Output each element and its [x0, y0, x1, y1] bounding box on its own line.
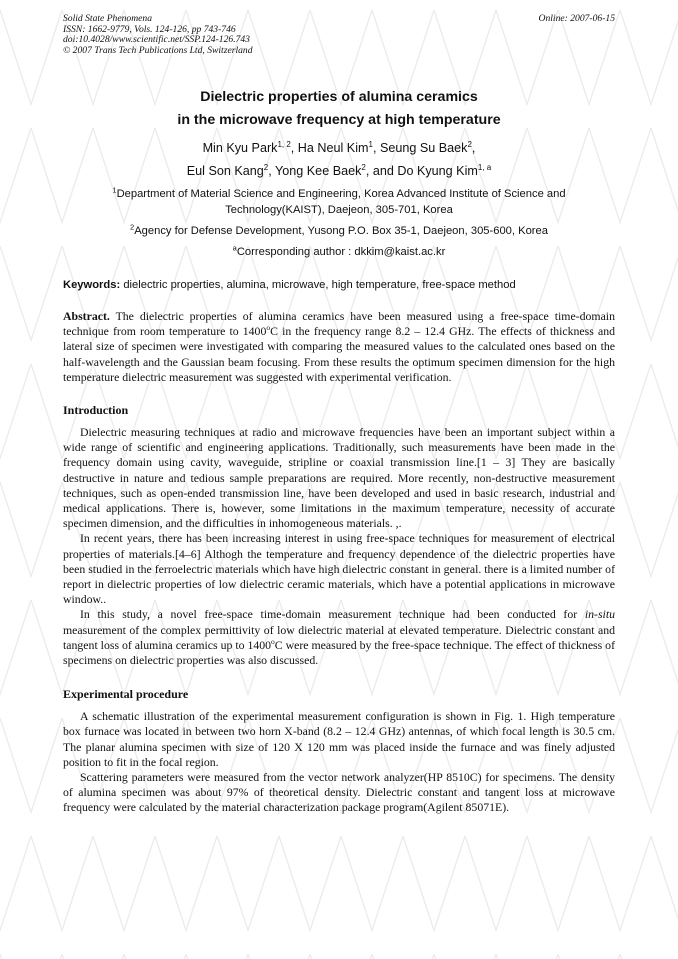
- affiliation-2: [63, 223, 615, 239]
- author-affiliation-mark: 1: [368, 139, 373, 149]
- watermark-stroke: [155, 836, 217, 930]
- watermark-stroke: [0, 128, 31, 222]
- watermark-stroke: [0, 246, 62, 340]
- watermark-stroke: [0, 482, 62, 576]
- affiliation-mark: 1: [112, 185, 117, 195]
- journal-info: [63, 14, 615, 56]
- page-content: [63, 14, 615, 816]
- watermark-stroke: [31, 836, 93, 930]
- watermark-stroke: [651, 836, 678, 930]
- author-list: [63, 137, 615, 183]
- author-affiliation-mark: 2: [467, 139, 472, 149]
- watermark-stroke: [620, 482, 678, 576]
- section-heading-introduction: Introduction: [63, 403, 129, 418]
- keywords: [63, 278, 615, 293]
- watermark-stroke: [0, 10, 62, 104]
- degree-mark: o: [266, 323, 271, 333]
- journal-doi[interactable]: doi:10.4028/www.scientific.net/SSP.124-126.743: [63, 34, 250, 46]
- abstract-label: Abstract.: [63, 309, 110, 323]
- abstract: [63, 309, 615, 385]
- author-name: Seung Su Baek: [379, 141, 468, 155]
- watermark-stroke: [124, 954, 186, 959]
- watermark-stroke: [310, 954, 372, 959]
- author-affiliation-mark: 2: [361, 162, 366, 172]
- watermark-stroke: [558, 954, 620, 959]
- introduction-paragraph-3: [63, 607, 615, 668]
- paragraph-text: C were measured by the free-space technique. The effect of thickness of specimens on dielectric properties was also discussed.: [63, 637, 616, 668]
- author-affiliation-mark: 1, 2: [277, 139, 291, 149]
- author-name: Min Kyu Park: [202, 141, 278, 155]
- watermark-stroke: [0, 364, 31, 458]
- watermark-stroke: [434, 954, 496, 959]
- watermark-stroke: [465, 836, 527, 930]
- paper-title: [63, 86, 615, 132]
- affiliation-mark: a: [232, 243, 237, 253]
- watermark-stroke: [0, 836, 31, 930]
- degree-mark: o: [271, 636, 275, 646]
- keywords-label: Keywords:: [63, 279, 121, 291]
- section-heading-experimental: Experimental procedure: [63, 687, 189, 702]
- watermark-stroke: [527, 836, 589, 930]
- author-line-2: Eul Son Kang$^2$, Yong Kee Baek$^2$, and Do Kyung Kim$^{1, a}$: [186, 162, 492, 178]
- title-line-1: Dielectric properties of alumina ceramics: [200, 89, 478, 105]
- author-name: Eul Son Kang: [186, 164, 264, 178]
- journal-issn: ISSN: 1662-9779, Vols. 124-126, pp 743-746: [63, 23, 236, 35]
- watermark-stroke: [372, 954, 434, 959]
- affiliation-1: [63, 186, 615, 218]
- italic-term: in-situ: [584, 607, 615, 622]
- watermark-stroke: [341, 836, 403, 930]
- watermark-stroke: [496, 954, 558, 959]
- author-line-1: Min Kyu Park$^{1, 2}$, Ha Neul Kim$^1$, Seung Su Baek$^2$,: [202, 139, 476, 155]
- affiliation-text: Department of Material Science and Engineering, Korea Advanced Institute of Science and Technology(KAIST), Daejeon, 305-701, Korea: [116, 188, 566, 216]
- author-affiliation-mark: 1, a: [477, 162, 492, 172]
- journal-header: [63, 14, 615, 64]
- abstract-text-2: C in the frequency range 8.2 – 12.4 GHz. The effects of thickness and lateral size of specimen were investigated with comparing the measured values to the calculated ones based on the half-wavelength and the Gaussian beam focusing. From these results the optimum specimen dimension for the high temperature dielectric measurement was suggested with experimental verification.: [63, 324, 615, 384]
- watermark-stroke: [620, 246, 678, 340]
- author-name: and Do Kyung Kim: [372, 164, 478, 178]
- affiliation-text: Agency for Defense Development, Yusong P.O. Box 35-1, Daejeon, 305-600, Korea: [134, 225, 548, 237]
- watermark-stroke: [93, 836, 155, 930]
- watermark-stroke: [279, 836, 341, 930]
- corresponding-author-text[interactable]: Corresponding author : dkkim@kaist.ac.kr: [236, 246, 446, 258]
- watermark-stroke: [651, 600, 678, 694]
- watermark-stroke: [0, 600, 31, 694]
- journal-name: Solid State Phenomena: [63, 13, 152, 24]
- corresponding-author: [63, 244, 615, 260]
- watermark-stroke: [186, 954, 248, 959]
- title-line-2: in the microwave frequency at high temperature: [177, 112, 501, 128]
- watermark-stroke: [403, 836, 465, 930]
- abstract-text-1: The dielectric properties of alumina ceramics have been measured using a free-space time-domain technique from room temperature to 1400: [63, 309, 615, 339]
- author-name: Yong Kee Baek: [275, 164, 362, 178]
- watermark-stroke: [620, 718, 678, 812]
- watermark-stroke: [0, 718, 62, 812]
- watermark-stroke: [651, 128, 678, 222]
- experimental-paragraph-2: Scattering parameters were measured from the vector network analyzer(HP 8510C) for specimens. The density of alumina specimen was about 97% of theoretical density. Dielectric constant and tangent loss at microwave frequency were calculated by the material characterization package program(Agilent 85071E).: [63, 770, 615, 815]
- watermark-stroke: [589, 836, 651, 930]
- watermark-stroke: [248, 954, 310, 959]
- watermark-stroke: [620, 10, 678, 104]
- affiliation-mark: 2: [130, 222, 135, 232]
- watermark-stroke: [620, 954, 678, 959]
- watermark-stroke: [651, 364, 678, 458]
- watermark-stroke: [0, 954, 62, 959]
- author-affiliation-mark: 2: [263, 162, 269, 172]
- paragraph-text: In this study, a novel free-space time-domain measurement technique had been conducted for: [80, 607, 578, 622]
- introduction-paragraph-2: In recent years, there has been increasing interest in using free-space techniques for measurement of electrical properties of materials.[4–6] Althogh the temperature and frequency dependence of the dielectric properties have been studied in the ferroelectric materials which have high dielectric constant in general. there is a limited number of report in dielectric properties of low dielectric ceramic materials, which have a potential applications in microwave window..: [63, 531, 615, 607]
- journal-copyright: © 2007 Trans Tech Publications Ltd, Switzerland: [63, 44, 253, 56]
- introduction-paragraph-1: Dielectric measuring techniques at radio and microwave frequencies have been an important subject within a wide range of scientific and engineering applications. Traditionally, such measurements have been made in the frequency domain using cavity, waveguide, stripline or coaxial transmission line.[1 – 3] They are basically destructive in nature and tedious sample preparations are required. More recently, non-destructive measurement techniques, such as open-ended transmission line, have been developed and used in basic research, industrial and medical applications. There is, however, some limitations in the maximum temperature, necessity of accurate specimen dimension, and the difficulties in inhomogeneous materials. ,.: [63, 425, 615, 531]
- paragraph-text: measurement of the complex permittivity of low dielectric material at elevated temperature. Dielectric constant and tangent loss of alumina ceramics up to 1400: [63, 622, 615, 652]
- keywords-text: dielectric properties, alumina, microwave, high temperature, free-space method: [123, 279, 516, 291]
- author-name: Ha Neul Kim: [297, 141, 369, 155]
- experimental-paragraph-1: A schematic illustration of the experimental measurement configuration is shown in Fig. 1. High temperature box furnace was located in between two horn X-band (8.2 – 12.4 GHz) antennas, of which focal length is 30.5 cm. The planar alumina specimen with size of 120 X 120 mm was placed inside the furnace and was finely adjusted position to fit in the focal region.: [63, 709, 615, 769]
- online-date: Online: 2007-06-15: [538, 13, 615, 24]
- watermark-stroke: [62, 954, 124, 959]
- watermark-stroke: [217, 836, 279, 930]
